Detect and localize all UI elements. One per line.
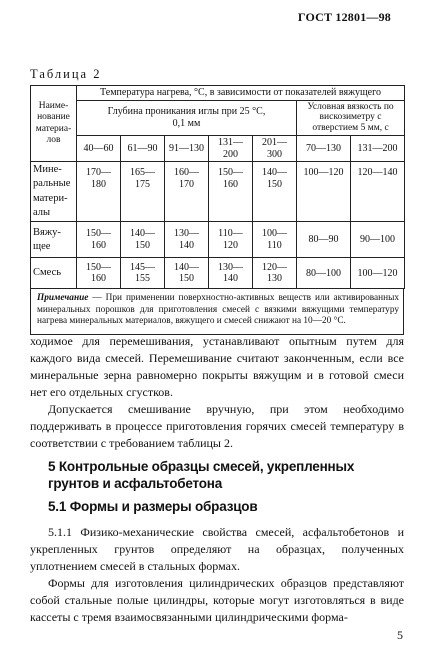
table-cell: 100—120: [297, 162, 351, 222]
table-cell: 140—150: [165, 258, 209, 289]
range-header: 91—130: [165, 136, 209, 162]
paragraph-mixing-time: ходимое для перемешивания, устанавливают опытным путем для каждого вида смесей. Перемешивание считают законченным, если все минеральные зерна равномерно покрыты вяжущим и в готовой смеси нет его отдельных сгустков.: [30, 334, 404, 399]
table-cell: 80—100: [297, 258, 351, 289]
range-header: 201—300: [253, 136, 297, 162]
header-temperature: Температура нагрева, °С, в зависимости от показателей вяжущего: [77, 86, 405, 101]
table-cell: 110—120: [209, 222, 253, 258]
range-header: 40—60: [77, 136, 121, 162]
note-text: — При применении поверхностно-активных веществ или активированных минеральных порошков для приготовления смесей с вязкими вяжущими температуру нагрева минеральных материалов, вяжущего и смесей снижают на 10—20 °С.: [37, 293, 399, 327]
table-cell: 80—90: [297, 222, 351, 258]
table-cell: 120—140: [351, 162, 405, 222]
paragraph-5-1-1: 5.1.1 Физико-механические свойства смесей, асфальтобетонов и укрепленных грунтов определяют на образцах, полученных уплотнением смесей в стальных формах.: [30, 525, 404, 573]
standard-number: ГОСТ 12801—98: [297, 10, 391, 24]
table-row-mix: [31, 258, 405, 289]
table-note: [30, 289, 404, 335]
range-header: 70—130: [297, 136, 351, 162]
paragraph-manual-mixing: Допускается смешивание вручную, при этом необходимо поддерживать в процессе приготовления горячих смесей температуру в соответствии с требованием таблицы 2.: [30, 402, 404, 450]
table-cell: 140—150: [121, 222, 165, 258]
header-viscosity: Условная вязкость по вискозиметру с отверстием 5 мм, с: [297, 100, 405, 136]
table-cell: 130—140: [165, 222, 209, 258]
table-cell: 165—175: [121, 162, 165, 222]
table-cell: 160—170: [165, 162, 209, 222]
section-heading-5: 5 Контрольные образцы смесей, укрепленных грунтов и асфальтобетона: [48, 459, 355, 491]
temperature-table: [30, 85, 404, 335]
row-label: Смесь: [31, 258, 77, 289]
table-row-binder: [31, 222, 405, 258]
range-header: 61—90: [121, 136, 165, 162]
header-material-name: Наиме- нование материа- лов: [31, 86, 77, 162]
table-row-minerals: [31, 162, 405, 222]
table-cell: 100—120: [351, 258, 405, 289]
table-cell: 100—110: [253, 222, 297, 258]
table-caption: Таблица 2: [30, 67, 102, 81]
section-heading-5-1: 5.1 Формы и размеры образцов: [48, 499, 258, 514]
table-cell: 170—180: [77, 162, 121, 222]
range-header: 131—200: [209, 136, 253, 162]
table-cell: 130—140: [209, 258, 253, 289]
paragraph-cylinder-forms: Формы для изготовления цилиндрических образцов представляют собой стальные полые цилиндры, которые могут изготовляться в виде кассеты с тремя взаимосвязанными цилиндрическими форма-: [30, 576, 404, 624]
table-cell: 140—150: [253, 162, 297, 222]
table-cell: 150—160: [77, 258, 121, 289]
header-penetration: Глубина проникания иглы при 25 °С, 0,1 мм: [77, 100, 297, 136]
range-header: 131—200: [351, 136, 405, 162]
row-label: Вяжу- щее: [31, 222, 77, 258]
table-cell: 90—100: [351, 222, 405, 258]
page-number: 5: [397, 628, 403, 642]
table-cell: 120—130: [253, 258, 297, 289]
note-label: Примечание: [37, 293, 89, 304]
table-cell: 150—160: [77, 222, 121, 258]
table-cell: 150—160: [209, 162, 253, 222]
row-label: Мине- ральные матери- алы: [31, 162, 77, 222]
table-cell: 145—155: [121, 258, 165, 289]
